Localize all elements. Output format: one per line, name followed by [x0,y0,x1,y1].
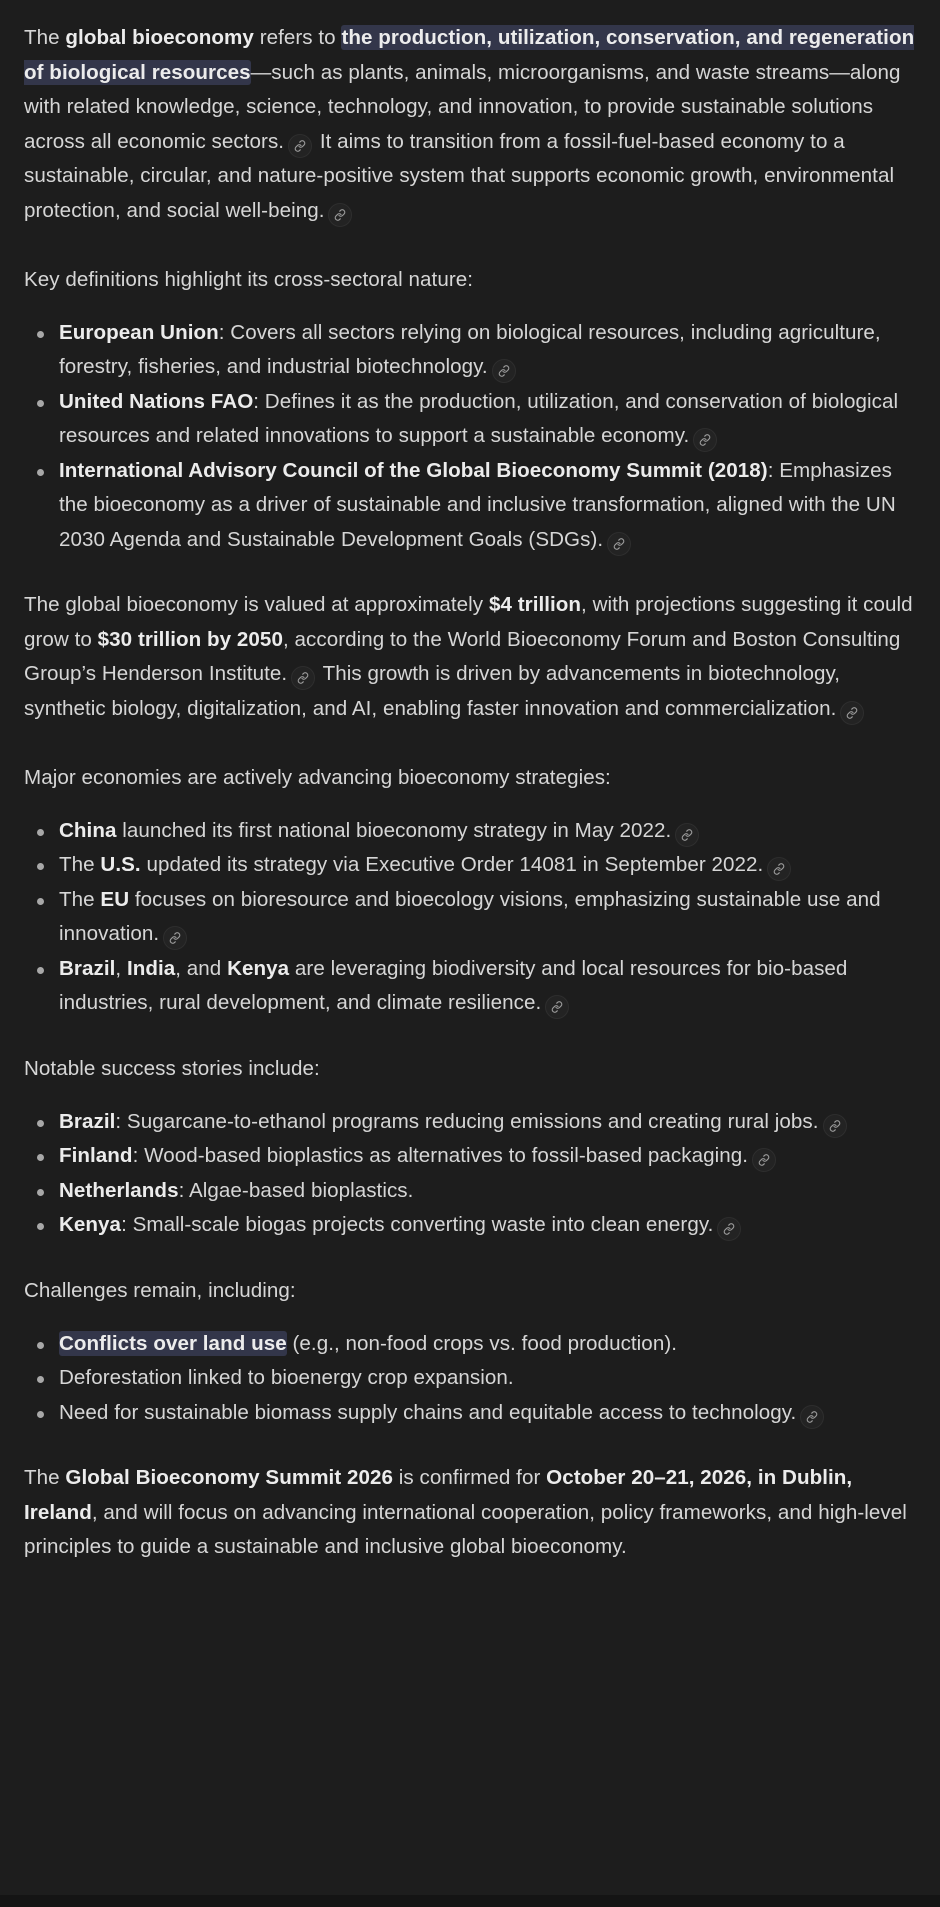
text-run: are leveraging biodiversity and local resources for bio-based industries, rural development, and climate resilience. [59,956,848,1014]
bold-text: EU [100,887,130,911]
citation-link-button[interactable] [800,1405,824,1429]
text-run: refers to [253,26,342,49]
citation-link-button[interactable] [328,203,352,227]
bold-text: global bioeconomy [65,26,254,49]
citation-link-button[interactable] [492,359,516,383]
link-icon [297,672,309,684]
bullet-list [24,814,922,1021]
link-icon [699,434,711,446]
citation-link-button[interactable] [545,995,569,1019]
list-item [59,316,922,385]
text-run: This growth is driven by advancements in biotechnology, synthetic biology, digitalization, and AI, enabling faster innovation and commercialization. [24,662,841,720]
text-run: : Defines it as the production, utilization, and conservation of biological resources and related innovations to support a sustainable economy. [59,389,899,447]
highlighted-text: Conflicts over land use [59,1331,287,1355]
text-run: is confirmed for [393,1466,547,1489]
list-item [59,952,922,1021]
list-item [59,1208,922,1243]
bold-text: Kenya [227,956,290,980]
bold-text: China [59,818,117,842]
list-item [59,1174,922,1209]
bullet-list [24,1105,922,1243]
text-run: : Wood-based bioplastics as alternatives to fossil-based packaging. [132,1144,748,1167]
citation-link-button[interactable] [291,666,315,690]
bold-text: United Nations FAO [59,389,254,413]
list-item [59,385,922,454]
text-run: The global bioeconomy is valued at approximately [24,593,489,616]
bold-text: European Union [59,320,219,344]
text-run: Challenges remain, including: [24,1278,296,1302]
text-run: The [24,1466,66,1489]
text-run: : Algae-based bioplastics. [178,1178,414,1202]
text-run: Major economies are actively advancing bioeconomy strategies: [24,765,611,789]
text-run: , with projections suggesting it could grow to [24,593,913,651]
text-run: It aims to transition from a fossil-fuel-based economy to a sustainable, circular, and nature-positive system that supports economic growth, environmental protection, and social well-being. [24,129,895,222]
citation-link-button[interactable] [717,1217,741,1241]
text-run: Deforestation linked to bioenergy crop expansion. [59,1366,514,1389]
list-intro-paragraph [24,263,922,298]
bold-text: October 20–21, 2026, in Dublin, Ireland [24,1466,853,1524]
link-icon [773,863,785,875]
bold-text: $4 trillion [488,593,582,616]
bullet-list [24,1327,922,1431]
link-icon [334,209,346,221]
paragraph [24,588,922,726]
list-intro-paragraph [24,761,922,796]
citation-link-button[interactable] [752,1148,776,1172]
list-item [59,1396,922,1431]
citation-link-button[interactable] [163,926,187,950]
citation-link-button[interactable] [288,134,312,158]
bullet-list [24,316,922,558]
link-icon [758,1154,770,1166]
citation-link-button[interactable] [675,823,699,847]
text-run: , and will focus on advancing international cooperation, policy frameworks, and high-level principles to guide a sustainable and inclusive global bioeconomy. [24,1500,907,1558]
link-icon [169,932,181,944]
bold-text: International Advisory Council of the Global Bioeconomy Summit (2018) [59,458,768,482]
list-item [59,1139,922,1174]
list-item [59,848,922,883]
text-run: The [24,26,66,49]
bold-text: Finland [59,1144,133,1167]
list-item [59,1105,922,1140]
highlighted-text: the production, utilization, conservation, and regeneration of biological resources [24,26,915,84]
bold-text: Brazil [59,1109,116,1133]
link-icon [551,1001,563,1013]
text-run: : Small-scale biogas projects converting waste into clean energy. [121,1213,714,1236]
text-run: launched its first national bioeconomy strategy in May 2022. [116,818,672,842]
list-item [59,883,922,952]
text-run: , [115,956,127,980]
bold-text: U.S. [100,853,141,876]
citation-link-button[interactable] [823,1114,847,1138]
list-item [59,814,922,849]
link-icon [723,1223,735,1235]
link-icon [846,707,858,719]
list-item [59,454,922,558]
bold-text: India [126,956,176,980]
text-run: Notable success stories include: [24,1056,320,1080]
paragraph [24,21,922,228]
text-run: The [59,887,101,911]
text-run: (e.g., non-food crops vs. food production). [286,1331,677,1355]
citation-link-button[interactable] [767,857,791,881]
text-run: —such as plants, animals, microorganisms, and waste streams—along with related knowledge, science, technology, and innovation, to provide sustainable solutions across all economic sectors. [24,60,901,153]
bottom-edge [0,1895,940,1907]
link-icon [681,829,693,841]
text-run: Need for sustainable biomass supply chains and equitable access to technology. [59,1400,797,1424]
text-run: focuses on bioresource and bioecology visions, emphasizing sustainable use and innovation. [59,887,881,945]
citation-link-button[interactable] [840,701,864,725]
link-icon [613,538,625,550]
bold-text: $30 trillion by 2050 [97,627,283,651]
list-item [59,1327,922,1362]
text-run: , according to the World Bioeconomy Forum and Boston Consulting Group’s Henderson Institute. [24,627,901,685]
text-run: : Covers all sectors relying on biological resources, including agriculture, forestry, fisheries, and industrial biotechnology. [59,320,881,378]
citation-link-button[interactable] [607,532,631,556]
link-icon [829,1120,841,1132]
link-icon [806,1411,818,1423]
bold-text: Kenya [59,1213,122,1236]
citation-link-button[interactable] [693,428,717,452]
paragraph [24,1461,922,1565]
bold-text: Brazil [59,956,116,980]
text-run: updated its strategy via Executive Order 14081 in September 2022. [140,853,764,876]
text-run: , and [175,956,228,980]
bold-text: Netherlands [59,1178,179,1202]
text-run: Key definitions highlight its cross-sectoral nature: [24,267,474,291]
text-run: : Emphasizes the bioeconomy as a driver of sustainable and inclusive transformation, aligned with the UN 2030 Agenda and Sustainable Development Goals (SDGs). [59,458,896,551]
bold-text: Global Bioeconomy Summit 2026 [65,1466,394,1489]
text-run: The [59,853,101,876]
list-intro-paragraph [24,1052,922,1087]
text-run: : Sugarcane-to-ethanol programs reducing emissions and creating rural jobs. [115,1109,819,1133]
response-content [24,21,922,1599]
link-icon [294,140,306,152]
list-item [59,1361,922,1396]
list-intro-paragraph [24,1274,922,1309]
link-icon [498,365,510,377]
